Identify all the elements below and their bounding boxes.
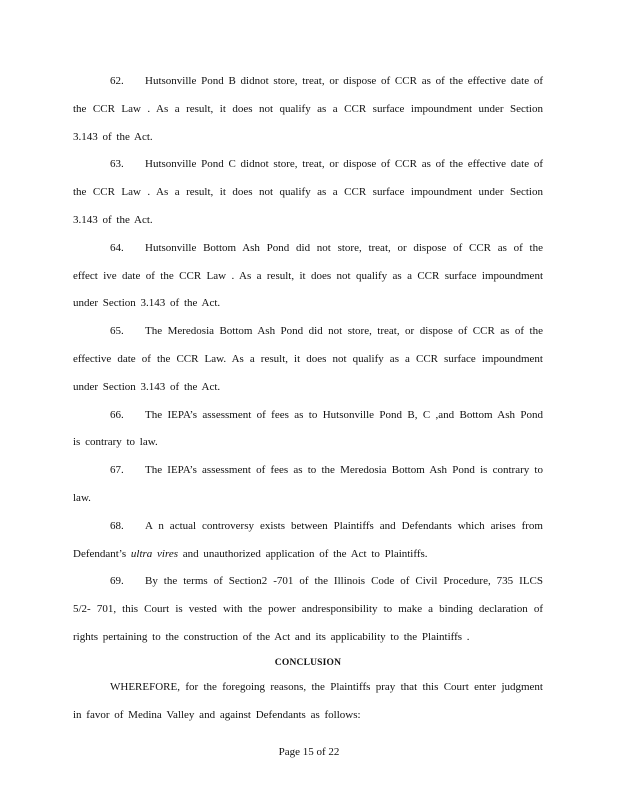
paragraph-62	[73, 68, 543, 151]
paragraph-number: 69.	[110, 575, 124, 588]
paragraph-text-continued: and unauthorized application of the Act to Plaintiffs.	[178, 547, 428, 560]
paragraph-67	[73, 457, 543, 513]
paragraph-number: 67.	[110, 464, 124, 477]
paragraph-text: Hutsonville Pond B didnot store, treat, or dispose of CCR as of the effective date of the CCR Law . As a result, it does not qualify as a CCR surface impoundment under Section 3.143 of the Act.	[73, 75, 543, 143]
paragraph-text: The IEPA’s assessment of fees as to the Meredosia Bottom Ash Pond is contrary to law.	[73, 464, 543, 504]
paragraph-65	[73, 318, 543, 401]
section-heading: CONCLUSION	[274, 657, 342, 668]
paragraph-text: The Meredosia Bottom Ash Pond did not store, treat, or dispose of CCR as of the effective date of the CCR Law. As a result, it does not qualify as a CCR surface impoundment under Section 3.143 of the Act.	[73, 325, 543, 393]
paragraph-64	[73, 235, 543, 318]
paragraph-text: A n actual controversy exists between Plaintiffs and Defendants which arises from Defendant’s	[73, 519, 543, 560]
paragraph-63	[73, 151, 543, 234]
page-footer: Page 15 of 22	[278, 746, 340, 758]
paragraph-number: 68.	[110, 519, 124, 532]
latin-term: ultra vires	[130, 547, 179, 560]
paragraph-number: 63.	[110, 158, 124, 171]
paragraph-number: 66.	[110, 408, 124, 421]
paragraph-text: Hutsonville Pond C didnot store, treat, or dispose of CCR as of the effective date of the CCR Law . As a result, it does not qualify as a CCR surface impoundment under Section 3.143 of the Act.	[73, 158, 543, 226]
paragraph-text: The IEPA’s assessment of fees as to Hutsonville Pond B, C ,and Bottom Ash Pond is contrary to law.	[73, 408, 543, 449]
paragraph-text: Hutsonville Bottom Ash Pond did not store, treat, or dispose of CCR as of the effect ive date of the CCR Law . As a result, it does not qualify as a CCR surface impoundment under Section 3.143 of the Act.	[73, 241, 543, 310]
paragraph-number: 65.	[110, 325, 124, 338]
body-text	[73, 68, 543, 729]
wherefore-paragraph: WHEREFORE, for the foregoing reasons, the Plaintiffs pray that this Court enter judgment in favor of Medina Valley and against Defendants as follows:	[73, 680, 543, 721]
paragraph-number: 64.	[110, 241, 124, 254]
paragraph-66	[73, 402, 543, 458]
paragraph-68	[73, 513, 543, 569]
paragraph-text: By the terms of Section2 -701 of the Illinois Code of Civil Procedure, 735 ILCS 5/2- 701, this Court is vested with the power andresponsibility to make a binding declaration of rights pertaining to the construction of the Act and its applicability to the Plaintiffs .	[73, 575, 543, 643]
paragraph-69	[73, 568, 543, 651]
paragraph-number: 62.	[110, 75, 124, 87]
